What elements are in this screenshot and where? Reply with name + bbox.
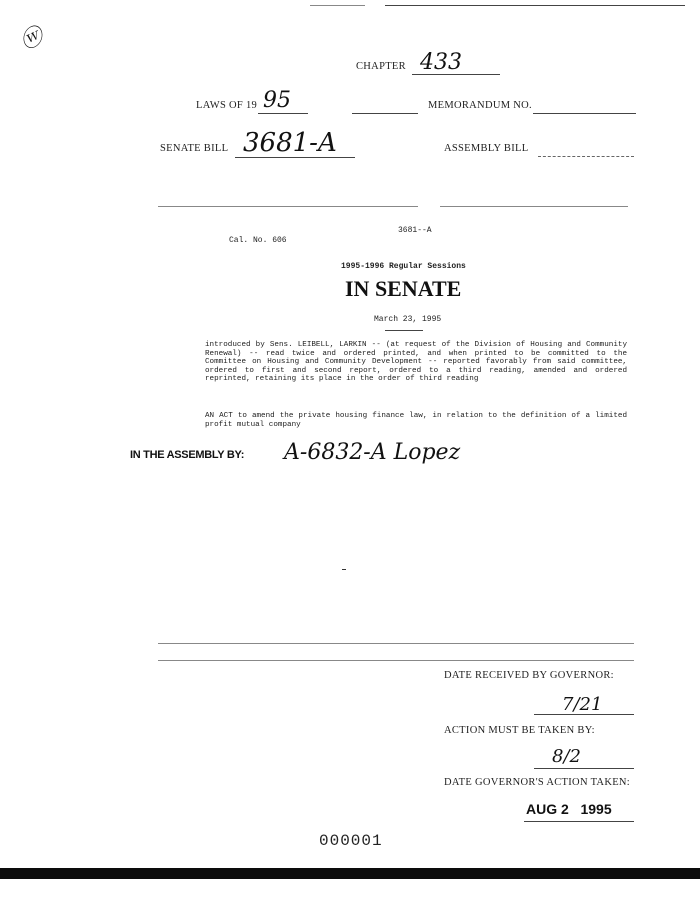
assembly-handwritten-entry: A-6832-A Lopez [284,440,461,465]
action-taken-line [524,821,634,822]
header-separator-right [440,206,628,207]
action-must-line [534,768,634,769]
chapter-number: 433 [420,50,462,75]
senate-bill-underline [235,157,355,158]
laws-blank-line [352,113,418,114]
memorandum-label: MEMORANDUM NO. [428,100,532,111]
act-title: AN ACT to amend the private housing finance law, in relation to the definition of a limited profit mutual company [205,412,627,429]
assembly-stamp-label: IN THE ASSEMBLY BY [130,449,241,461]
action-taken-stamp: AUG 2 1995 [526,801,612,817]
corner-handwritten-mark: ⓦ [16,23,48,56]
senate-bill-label: SENATE BILL [160,143,229,154]
chapter-label: CHAPTER [356,61,406,72]
top-rule-right [385,5,685,6]
action-taken-label: DATE GOVERNOR'S ACTION TAKEN: [444,777,631,788]
assembly-bill-label: ASSEMBLY BILL [444,143,529,154]
top-rule-left [310,5,365,6]
lower-rule-1 [158,643,634,644]
calendar-number: Cal. No. 606 [229,236,287,245]
date-received-value: 7/21 [562,694,603,715]
action-must-label: ACTION MUST BE TAKEN BY: [444,725,595,736]
laws-of-label: LAWS OF 19 [196,100,258,111]
senate-bill-number: 3681-A [243,128,337,158]
introduction-text: introduced by Sens. LEIBELL, LARKIN -- (at request of the Division of Housing and Community Renewal) -- read twice and ordered printed, and when printed to be committed to the Committee on Housing and Community Development -- reported favorably from said committee, ordered to first and second report, ordered to a third reading, amended and ordered reprinted, retaining its place in the order of third reading [205,341,627,384]
chapter-underline [412,74,500,75]
session-label: 1995-1996 Regular Sessions [341,262,466,271]
assembly-stamp: IN THE ASSEMBLY BY: [130,449,245,461]
laws-year-underline [258,113,308,114]
laws-year: 95 [263,88,291,113]
bottom-scan-bar [0,868,700,879]
lower-rule-2 [158,660,634,661]
date-received-line [534,714,634,715]
bill-number: 3681--A [398,226,432,235]
page-number: 000001 [319,832,383,850]
memorandum-line [533,113,636,114]
date-underline [385,330,423,331]
action-must-value: 8/2 [552,746,581,767]
assembly-bill-line [538,156,634,157]
date-received-label: DATE RECEIVED BY GOVERNOR: [444,670,614,681]
bill-date: March 23, 1995 [374,315,442,324]
header-separator-left [158,206,418,207]
chamber-title: IN SENATE [345,276,462,301]
stray-mark [342,569,346,570]
